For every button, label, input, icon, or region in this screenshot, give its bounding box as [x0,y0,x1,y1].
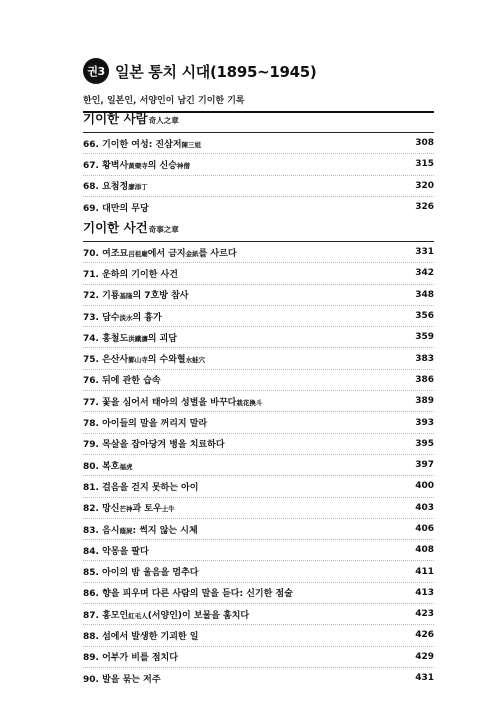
toc-entry-text: 악몽을 팔다 [102,546,149,557]
toc-entry[interactable] [83,176,434,197]
section-strange-people [83,109,434,217]
toc-entry-page: 395 [415,438,434,449]
toc-entry-number: 78. [83,419,99,430]
toc-entry[interactable] [83,133,434,154]
toc-entry[interactable] [83,391,434,412]
toc-entry-number: 85. [83,568,99,579]
toc-entry-number: 80. [83,461,99,472]
toc-entry-page: 331 [415,247,434,258]
toc-entry-page: 389 [415,396,434,407]
toc-entry-text: 요첨정 [102,182,129,193]
toc-entry-text: 담수 [102,312,120,323]
toc-entry-text: 기룡 [102,291,120,302]
toc-entry-text: 홍모인 [102,610,129,621]
toc-list [83,133,434,217]
toc-entry-hanja: 黃檗寺 [128,161,148,170]
toc-entry-text: 황벽사 [102,160,129,171]
toc-entry-number: 90. [83,674,99,685]
toc-entry-hanja: 廖添丁 [128,183,148,192]
volume-title: 일본 통치 시대(1895~1945) [115,62,317,81]
toc-entry-number: 79. [83,440,99,451]
toc-entry-number: 76. [83,376,99,387]
toc-entry[interactable] [83,327,434,348]
toc-entry-page: 315 [415,159,434,170]
toc-entry-text-cont: 과 토우 [132,504,162,515]
toc-entry-hanja: 呂祖廟 [128,249,148,258]
toc-list [83,242,434,688]
toc-entry-hanja: 芒神 [119,505,133,514]
toc-entry-number: 86. [83,589,99,600]
toc-entry-title [83,288,188,301]
toc-entry-hanja: 基隆 [119,292,133,301]
toc-entry[interactable] [83,604,434,625]
toc-entry[interactable] [83,561,434,582]
toc-entry-title [83,179,148,192]
section-title-hanja: 奇事之章 [148,225,179,234]
toc-entry-text: 걸음을 걷지 못하는 아이 [102,482,199,493]
toc-entry-hanja: 栽花換斗 [236,398,263,407]
toc-entry-page: 408 [415,545,434,556]
toc-entry-title [83,586,293,599]
toc-entry-title [83,650,178,663]
toc-entry-title [83,523,198,536]
toc-entry-page: 411 [415,566,434,577]
toc-entry-text: 향을 피우며 다른 사람의 말을 듣다: 신기한 점술 [102,589,293,600]
toc-entry-text: 여조묘 [102,248,129,259]
toc-entry-title [83,310,162,323]
toc-entry-text: 목살을 잡아당겨 병을 치료하다 [102,440,225,451]
toc-entry-number: 83. [83,525,99,536]
toc-entry-title [83,416,207,429]
toc-entry-text: 망신 [102,504,120,515]
toc-entry-title [83,373,161,386]
toc-entry-page: 413 [415,587,434,598]
toc-entry-page: 383 [415,353,434,364]
toc-entry-text-cont: (서양인)이 보물을 훔치다 [147,610,250,621]
volume-header [83,57,316,85]
toc-entry-number: 82. [83,504,99,515]
toc-entry-text: 발을 묶는 저주 [102,674,161,685]
toc-entry-text: 대만의 무당 [102,203,149,214]
toc-entry-page: 429 [415,651,434,662]
toc-entry-text: 아이의 밤 울음을 멈추다 [102,568,199,579]
toc-entry-page: 426 [415,630,434,641]
toc-entry-title [83,395,262,408]
toc-entry-number: 68. [83,182,99,193]
toc-entry-number: 87. [83,610,99,621]
toc-entry-number: 67. [83,160,99,171]
toc-entry-text: 은산사 [102,355,129,366]
toc-entry-page: 320 [415,180,434,191]
toc-entry-text-cont: 의 신승 [147,160,177,171]
toc-entry-text: 섬에서 발생한 기괴한 일 [102,631,199,642]
toc-entry-number: 89. [83,653,99,664]
toc-entry[interactable] [83,583,434,604]
toc-entry-text: 홍철도 [102,333,129,344]
volume-subtitle: 한인, 일본인, 서양인이 남긴 기이한 기록 [83,96,245,106]
toc-entry[interactable] [83,242,434,263]
toc-entry-text-cont: 를 사르다 [198,248,237,259]
toc-entry-number: 75. [83,355,99,366]
toc-entry-text: 복호 [102,461,120,472]
toc-entry-number: 72. [83,291,99,302]
section-title-text: 기이한 사건 [83,220,148,235]
toc-entry[interactable] [83,540,434,561]
toc-entry-page: 356 [415,311,434,322]
toc-entry-title [83,158,190,171]
toc-entry-text-cont: 의 7호방 참사 [132,291,189,302]
toc-entry-title [83,137,201,150]
volume-badge: 권3 [83,58,109,84]
toc-entry-page: 403 [415,502,434,513]
toc-entry-title [83,565,198,578]
toc-entry-hanja: 神僧 [176,161,190,170]
toc-entry-hanja: 水蛙穴 [185,356,206,365]
toc-entry-text: 기이한 여성: 진삼저 [102,139,182,150]
toc-entry[interactable] [83,263,434,284]
toc-entry[interactable] [83,197,434,217]
toc-entry-hanja: 淡水 [119,313,133,322]
toc-entry-hanja: 紅毛人 [128,611,148,620]
toc-entry-number: 81. [83,482,99,493]
toc-entry-text-cont: 에서 금지 [147,248,186,259]
toc-entry-number: 77. [83,397,99,408]
toc-entry-text: 운하의 기이한 사건 [102,269,178,280]
toc-entry[interactable] [83,285,434,306]
section-title [83,218,434,238]
toc-entry-text: 뒤에 관한 습속 [102,376,161,387]
toc-entry-page: 400 [415,481,434,492]
toc-entry-text: 어부가 비를 점치다 [102,653,178,664]
toc-entry[interactable] [83,455,434,476]
toc-entry-hanja: 福虎 [119,462,133,471]
toc-entry-hanja: 金紙 [185,249,199,258]
toc-entry-hanja: 土牛 [161,505,175,514]
toc-entry-hanja: 洪鐵濤 [128,334,148,343]
toc-entry-text: 꽃을 심어서 태아의 성별을 바꾸다 [102,397,237,408]
toc-entry-text-cont: 의 수와혈 [147,355,186,366]
toc-entry-title [83,267,178,280]
toc-entry-title [83,608,249,621]
toc-entry-text: 아이들의 말을 꺼리지 말라 [102,419,208,430]
toc-entry-number: 74. [83,333,99,344]
toc-entry[interactable] [83,476,434,497]
toc-entry[interactable] [83,370,434,391]
section-title-text: 기이한 사람 [83,111,148,126]
toc-entry-text-cont: 의 괴담 [147,333,177,344]
toc-entry[interactable] [83,412,434,433]
toc-entry-page: 359 [415,332,434,343]
toc-entry-title [83,629,198,642]
section-title [83,109,434,129]
toc-entry-text: 음시 [102,525,120,536]
toc-entry-title [83,246,237,259]
toc-entry[interactable] [83,519,434,540]
toc-entry[interactable] [83,306,434,327]
toc-entry-page: 397 [415,460,434,471]
toc-entry-title [83,672,161,685]
toc-entry-title [83,544,149,557]
toc-entry-number: 69. [83,203,99,214]
toc-entry-title [83,331,177,344]
toc-entry-text-cont: : 썩지 않는 시체 [132,525,198,536]
toc-entry[interactable] [83,668,434,688]
toc-entry-hanja: 蔭屍 [119,526,133,535]
toc-entry-title [83,480,198,493]
toc-entry-title [83,459,132,472]
toc-entry-page: 386 [415,374,434,385]
toc-entry-title [83,437,225,450]
toc-entry-number: 84. [83,546,99,557]
toc-entry-title [83,501,175,514]
toc-entry-page: 348 [415,289,434,300]
toc-entry-page: 393 [415,417,434,428]
toc-entry-page: 342 [415,268,434,279]
section-strange-events [83,218,434,688]
toc-entry-hanja: 陳三姐 [181,140,202,149]
toc-entry-number: 71. [83,269,99,280]
toc-entry[interactable] [83,434,434,455]
toc-entry-number: 66. [83,139,99,150]
toc-entry-number: 88. [83,631,99,642]
toc-entry-page: 308 [415,138,434,149]
toc-entry[interactable] [83,348,434,369]
toc-entry-page: 326 [415,202,434,213]
section-title-hanja: 奇人之章 [148,116,179,125]
toc-entry-page: 406 [415,524,434,534]
toc-entry-page: 431 [415,673,434,684]
toc-entry-title [83,201,149,214]
toc-entry[interactable] [83,625,434,646]
toc-entry[interactable] [83,647,434,668]
toc-entry-number: 73. [83,312,99,323]
toc-entry[interactable] [83,498,434,519]
toc-entry-text-cont: 의 흉가 [132,312,162,323]
toc-entry-page: 423 [415,609,434,620]
toc-entry-title [83,352,205,365]
toc-entry[interactable] [83,154,434,175]
toc-entry-hanja: 鄞山寺 [128,356,148,365]
toc-entry-number: 70. [83,248,99,259]
